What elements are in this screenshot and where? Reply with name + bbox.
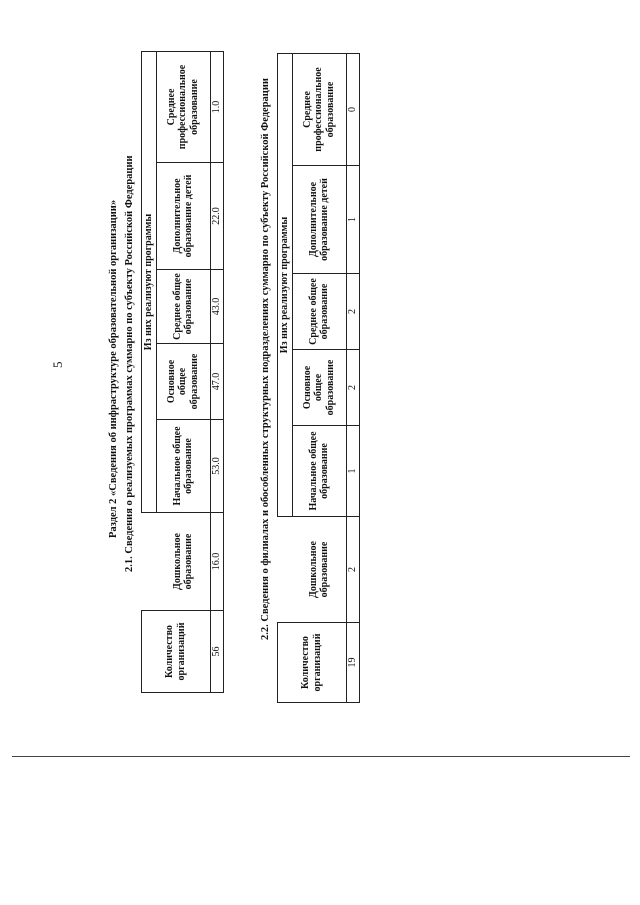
section-title: Раздел 2 «Сведения об инфраструктуре образовательной организации» [108,199,119,538]
page-divider [12,756,630,757]
table2-cell: 2 [346,274,359,350]
table2-cell: 1 [346,166,359,274]
table1-header-blank [142,513,157,611]
table2-title: 2.2. Сведения о филиалах и обособленных структурных подразделениях суммарно по субъекту Российской Федерации [260,78,271,640]
table2-header-col: Дополнительное образование детей [292,166,346,274]
table2-header-col: Основное общее образование [292,350,346,426]
table1-header-col: Начальное общее образование [156,420,210,513]
table1-cell: 53.0 [210,420,223,513]
table2-group-header: Из них реализуют программы [278,53,293,516]
table1-cell: 16.0 [210,513,223,611]
table2-header-col: Среднее общее образование [292,274,346,350]
table2-header-col: Начальное общее образование [292,426,346,517]
table2-row [346,53,359,702]
table2-cell: 0 [346,53,359,165]
table1-title: 2.1. Сведения о реализуемых программах суммарно по субъекту Российской Федерации [124,155,135,572]
table1-cell: 43.0 [210,270,223,344]
table1 [141,51,224,693]
table2 [277,53,360,703]
table2-header-col: Среднее профессиональное образование [292,53,346,165]
table1-header-col: Основное общее образование [156,344,210,420]
table2-header-col: Дошкольное образование [292,517,346,623]
page-number: 5 [50,361,65,368]
table1-header-col: Среднее общее образование [156,270,210,344]
table1-cell: 56 [210,611,223,693]
table2-cell: 2 [346,517,359,623]
table2-cell: 19 [346,623,359,703]
table2-cell: 2 [346,350,359,426]
table1-cell: 1.0 [210,51,223,162]
table2-header-blank [278,517,293,623]
table2-cell: 1 [346,426,359,517]
table1-group-header: Из них реализуют программы [142,51,157,512]
table1-header-col: Среднее профессиональное образование [156,51,210,162]
table1-header-col: Дошкольное образование [156,513,210,611]
table1-cell: 22.0 [210,163,223,270]
table1-cell: 47.0 [210,344,223,420]
table1-header-col: Дополнительное образование детей [156,163,210,270]
table1-header-org-count: Количество организаций [142,611,211,693]
table1-block [141,51,224,693]
table2-header-org-count: Количество организаций [278,623,347,703]
table2-block [277,53,360,703]
table1-row [210,51,223,692]
